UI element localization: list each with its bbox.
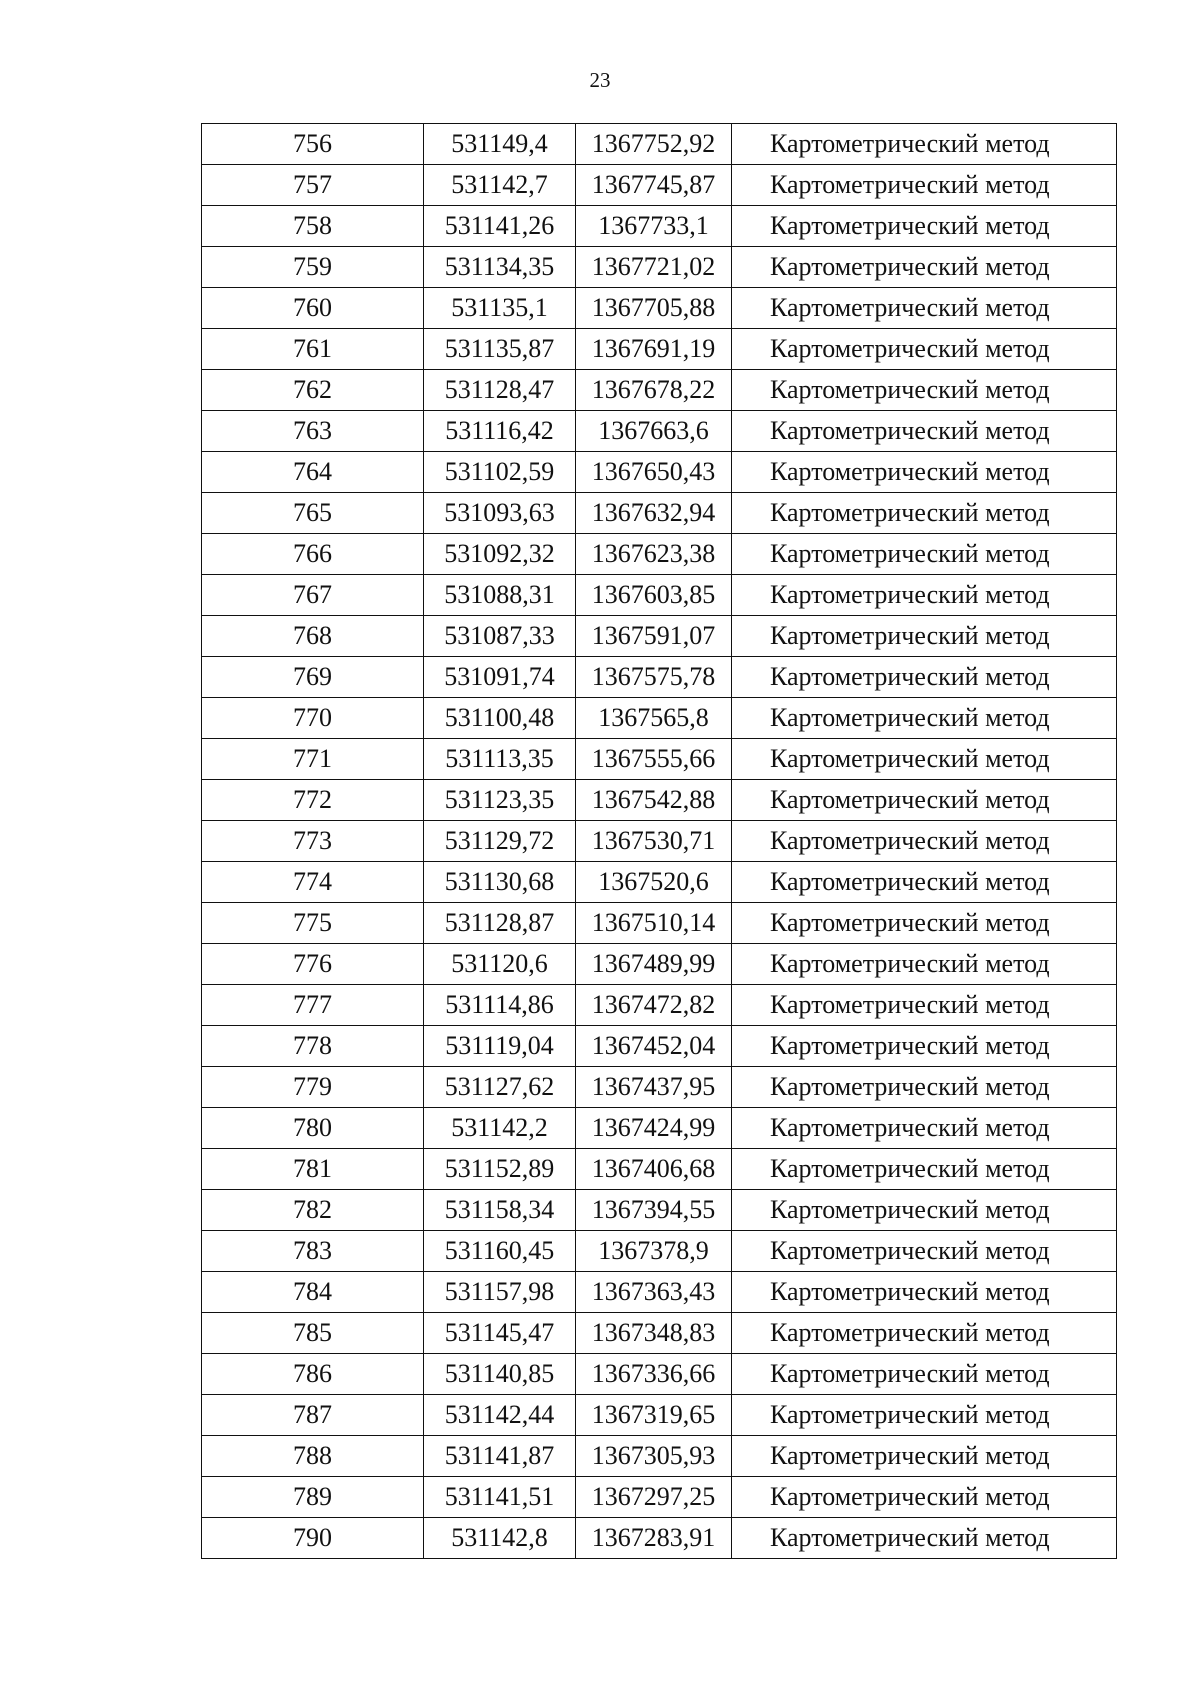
method-cell: Картометрический метод <box>732 1518 1117 1559</box>
point-number-cell: 757 <box>202 165 424 206</box>
table-row <box>202 739 1117 780</box>
method-cell: Картометрический метод <box>732 1313 1117 1354</box>
table-row <box>202 862 1117 903</box>
point-number-cell: 786 <box>202 1354 424 1395</box>
x-coordinate-cell: 531113,35 <box>424 739 576 780</box>
table-row <box>202 780 1117 821</box>
method-cell: Картометрический метод <box>732 370 1117 411</box>
method-cell: Картометрический метод <box>732 124 1117 165</box>
table-row <box>202 821 1117 862</box>
coordinates-table <box>201 123 1117 1559</box>
y-coordinate-cell: 1367650,43 <box>576 452 732 493</box>
y-coordinate-cell: 1367623,38 <box>576 534 732 575</box>
point-number-cell: 783 <box>202 1231 424 1272</box>
x-coordinate-cell: 531152,89 <box>424 1149 576 1190</box>
point-number-cell: 772 <box>202 780 424 821</box>
x-coordinate-cell: 531102,59 <box>424 452 576 493</box>
x-coordinate-cell: 531127,62 <box>424 1067 576 1108</box>
method-cell: Картометрический метод <box>732 1354 1117 1395</box>
table-row <box>202 247 1117 288</box>
point-number-cell: 787 <box>202 1395 424 1436</box>
y-coordinate-cell: 1367752,92 <box>576 124 732 165</box>
method-cell: Картометрический метод <box>732 1272 1117 1313</box>
table-row <box>202 370 1117 411</box>
point-number-cell: 782 <box>202 1190 424 1231</box>
method-cell: Картометрический метод <box>732 739 1117 780</box>
method-cell: Картометрический метод <box>732 493 1117 534</box>
y-coordinate-cell: 1367721,02 <box>576 247 732 288</box>
point-number-cell: 759 <box>202 247 424 288</box>
table-row <box>202 1108 1117 1149</box>
point-number-cell: 776 <box>202 944 424 985</box>
x-coordinate-cell: 531140,85 <box>424 1354 576 1395</box>
x-coordinate-cell: 531141,51 <box>424 1477 576 1518</box>
x-coordinate-cell: 531120,6 <box>424 944 576 985</box>
point-number-cell: 774 <box>202 862 424 903</box>
table-row <box>202 1231 1117 1272</box>
page-number: 23 <box>589 68 611 92</box>
y-coordinate-cell: 1367378,9 <box>576 1231 732 1272</box>
table-row <box>202 1313 1117 1354</box>
table-row <box>202 944 1117 985</box>
x-coordinate-cell: 531123,35 <box>424 780 576 821</box>
method-cell: Картометрический метод <box>732 165 1117 206</box>
table-row <box>202 1354 1117 1395</box>
point-number-cell: 785 <box>202 1313 424 1354</box>
y-coordinate-cell: 1367542,88 <box>576 780 732 821</box>
coordinates-table-body <box>202 124 1117 1559</box>
table-row <box>202 903 1117 944</box>
y-coordinate-cell: 1367297,25 <box>576 1477 732 1518</box>
y-coordinate-cell: 1367678,22 <box>576 370 732 411</box>
table-row <box>202 698 1117 739</box>
x-coordinate-cell: 531149,4 <box>424 124 576 165</box>
x-coordinate-cell: 531091,74 <box>424 657 576 698</box>
y-coordinate-cell: 1367555,66 <box>576 739 732 780</box>
y-coordinate-cell: 1367363,43 <box>576 1272 732 1313</box>
point-number-cell: 765 <box>202 493 424 534</box>
table-row <box>202 1190 1117 1231</box>
y-coordinate-cell: 1367336,66 <box>576 1354 732 1395</box>
point-number-cell: 778 <box>202 1026 424 1067</box>
point-number-cell: 788 <box>202 1436 424 1477</box>
x-coordinate-cell: 531142,7 <box>424 165 576 206</box>
method-cell: Картометрический метод <box>732 903 1117 944</box>
point-number-cell: 780 <box>202 1108 424 1149</box>
method-cell: Картометрический метод <box>732 1190 1117 1231</box>
table-row <box>202 411 1117 452</box>
y-coordinate-cell: 1367319,65 <box>576 1395 732 1436</box>
y-coordinate-cell: 1367472,82 <box>576 985 732 1026</box>
method-cell: Картометрический метод <box>732 1395 1117 1436</box>
table-row <box>202 575 1117 616</box>
method-cell: Картометрический метод <box>732 206 1117 247</box>
table-row <box>202 288 1117 329</box>
method-cell: Картометрический метод <box>732 780 1117 821</box>
x-coordinate-cell: 531100,48 <box>424 698 576 739</box>
x-coordinate-cell: 531093,63 <box>424 493 576 534</box>
method-cell: Картометрический метод <box>732 329 1117 370</box>
table-row <box>202 452 1117 493</box>
y-coordinate-cell: 1367424,99 <box>576 1108 732 1149</box>
table-row <box>202 657 1117 698</box>
point-number-cell: 773 <box>202 821 424 862</box>
x-coordinate-cell: 531088,31 <box>424 575 576 616</box>
point-number-cell: 771 <box>202 739 424 780</box>
x-coordinate-cell: 531141,87 <box>424 1436 576 1477</box>
table-row <box>202 493 1117 534</box>
table-row <box>202 616 1117 657</box>
table-row <box>202 1436 1117 1477</box>
method-cell: Картометрический метод <box>732 657 1117 698</box>
x-coordinate-cell: 531130,68 <box>424 862 576 903</box>
table-row <box>202 534 1117 575</box>
point-number-cell: 769 <box>202 657 424 698</box>
y-coordinate-cell: 1367565,8 <box>576 698 732 739</box>
y-coordinate-cell: 1367520,6 <box>576 862 732 903</box>
y-coordinate-cell: 1367452,04 <box>576 1026 732 1067</box>
method-cell: Картометрический метод <box>732 1231 1117 1272</box>
point-number-cell: 760 <box>202 288 424 329</box>
method-cell: Картометрический метод <box>732 575 1117 616</box>
point-number-cell: 784 <box>202 1272 424 1313</box>
table-row <box>202 1395 1117 1436</box>
x-coordinate-cell: 531141,26 <box>424 206 576 247</box>
point-number-cell: 766 <box>202 534 424 575</box>
method-cell: Картометрический метод <box>732 944 1117 985</box>
point-number-cell: 779 <box>202 1067 424 1108</box>
point-number-cell: 758 <box>202 206 424 247</box>
x-coordinate-cell: 531119,04 <box>424 1026 576 1067</box>
table-row <box>202 1518 1117 1559</box>
point-number-cell: 768 <box>202 616 424 657</box>
x-coordinate-cell: 531116,42 <box>424 411 576 452</box>
point-number-cell: 767 <box>202 575 424 616</box>
table-row <box>202 985 1117 1026</box>
y-coordinate-cell: 1367603,85 <box>576 575 732 616</box>
y-coordinate-cell: 1367530,71 <box>576 821 732 862</box>
point-number-cell: 761 <box>202 329 424 370</box>
method-cell: Картометрический метод <box>732 985 1117 1026</box>
x-coordinate-cell: 531087,33 <box>424 616 576 657</box>
point-number-cell: 764 <box>202 452 424 493</box>
point-number-cell: 756 <box>202 124 424 165</box>
y-coordinate-cell: 1367437,95 <box>576 1067 732 1108</box>
y-coordinate-cell: 1367691,19 <box>576 329 732 370</box>
table-row <box>202 124 1117 165</box>
x-coordinate-cell: 531129,72 <box>424 821 576 862</box>
y-coordinate-cell: 1367348,83 <box>576 1313 732 1354</box>
table-row <box>202 165 1117 206</box>
method-cell: Картометрический метод <box>732 616 1117 657</box>
point-number-cell: 781 <box>202 1149 424 1190</box>
y-coordinate-cell: 1367705,88 <box>576 288 732 329</box>
y-coordinate-cell: 1367406,68 <box>576 1149 732 1190</box>
point-number-cell: 763 <box>202 411 424 452</box>
table-row <box>202 206 1117 247</box>
table-row <box>202 1067 1117 1108</box>
method-cell: Картометрический метод <box>732 862 1117 903</box>
y-coordinate-cell: 1367575,78 <box>576 657 732 698</box>
method-cell: Картометрический метод <box>732 1436 1117 1477</box>
y-coordinate-cell: 1367305,93 <box>576 1436 732 1477</box>
y-coordinate-cell: 1367733,1 <box>576 206 732 247</box>
method-cell: Картометрический метод <box>732 247 1117 288</box>
x-coordinate-cell: 531092,32 <box>424 534 576 575</box>
x-coordinate-cell: 531142,8 <box>424 1518 576 1559</box>
x-coordinate-cell: 531142,2 <box>424 1108 576 1149</box>
x-coordinate-cell: 531158,34 <box>424 1190 576 1231</box>
y-coordinate-cell: 1367394,55 <box>576 1190 732 1231</box>
y-coordinate-cell: 1367663,6 <box>576 411 732 452</box>
table-row <box>202 1272 1117 1313</box>
table-row <box>202 1026 1117 1067</box>
method-cell: Картометрический метод <box>732 698 1117 739</box>
method-cell: Картометрический метод <box>732 452 1117 493</box>
y-coordinate-cell: 1367489,99 <box>576 944 732 985</box>
x-coordinate-cell: 531134,35 <box>424 247 576 288</box>
table-row <box>202 329 1117 370</box>
x-coordinate-cell: 531135,1 <box>424 288 576 329</box>
x-coordinate-cell: 531114,86 <box>424 985 576 1026</box>
method-cell: Картометрический метод <box>732 534 1117 575</box>
method-cell: Картометрический метод <box>732 411 1117 452</box>
x-coordinate-cell: 531135,87 <box>424 329 576 370</box>
method-cell: Картометрический метод <box>732 1477 1117 1518</box>
y-coordinate-cell: 1367632,94 <box>576 493 732 534</box>
point-number-cell: 789 <box>202 1477 424 1518</box>
method-cell: Картометрический метод <box>732 821 1117 862</box>
y-coordinate-cell: 1367510,14 <box>576 903 732 944</box>
table-row <box>202 1477 1117 1518</box>
point-number-cell: 762 <box>202 370 424 411</box>
x-coordinate-cell: 531128,87 <box>424 903 576 944</box>
y-coordinate-cell: 1367745,87 <box>576 165 732 206</box>
x-coordinate-cell: 531160,45 <box>424 1231 576 1272</box>
y-coordinate-cell: 1367591,07 <box>576 616 732 657</box>
method-cell: Картометрический метод <box>732 288 1117 329</box>
x-coordinate-cell: 531157,98 <box>424 1272 576 1313</box>
x-coordinate-cell: 531145,47 <box>424 1313 576 1354</box>
point-number-cell: 775 <box>202 903 424 944</box>
point-number-cell: 770 <box>202 698 424 739</box>
method-cell: Картометрический метод <box>732 1149 1117 1190</box>
x-coordinate-cell: 531142,44 <box>424 1395 576 1436</box>
x-coordinate-cell: 531128,47 <box>424 370 576 411</box>
table-row <box>202 1149 1117 1190</box>
point-number-cell: 777 <box>202 985 424 1026</box>
y-coordinate-cell: 1367283,91 <box>576 1518 732 1559</box>
method-cell: Картометрический метод <box>732 1026 1117 1067</box>
point-number-cell: 790 <box>202 1518 424 1559</box>
method-cell: Картометрический метод <box>732 1108 1117 1149</box>
method-cell: Картометрический метод <box>732 1067 1117 1108</box>
